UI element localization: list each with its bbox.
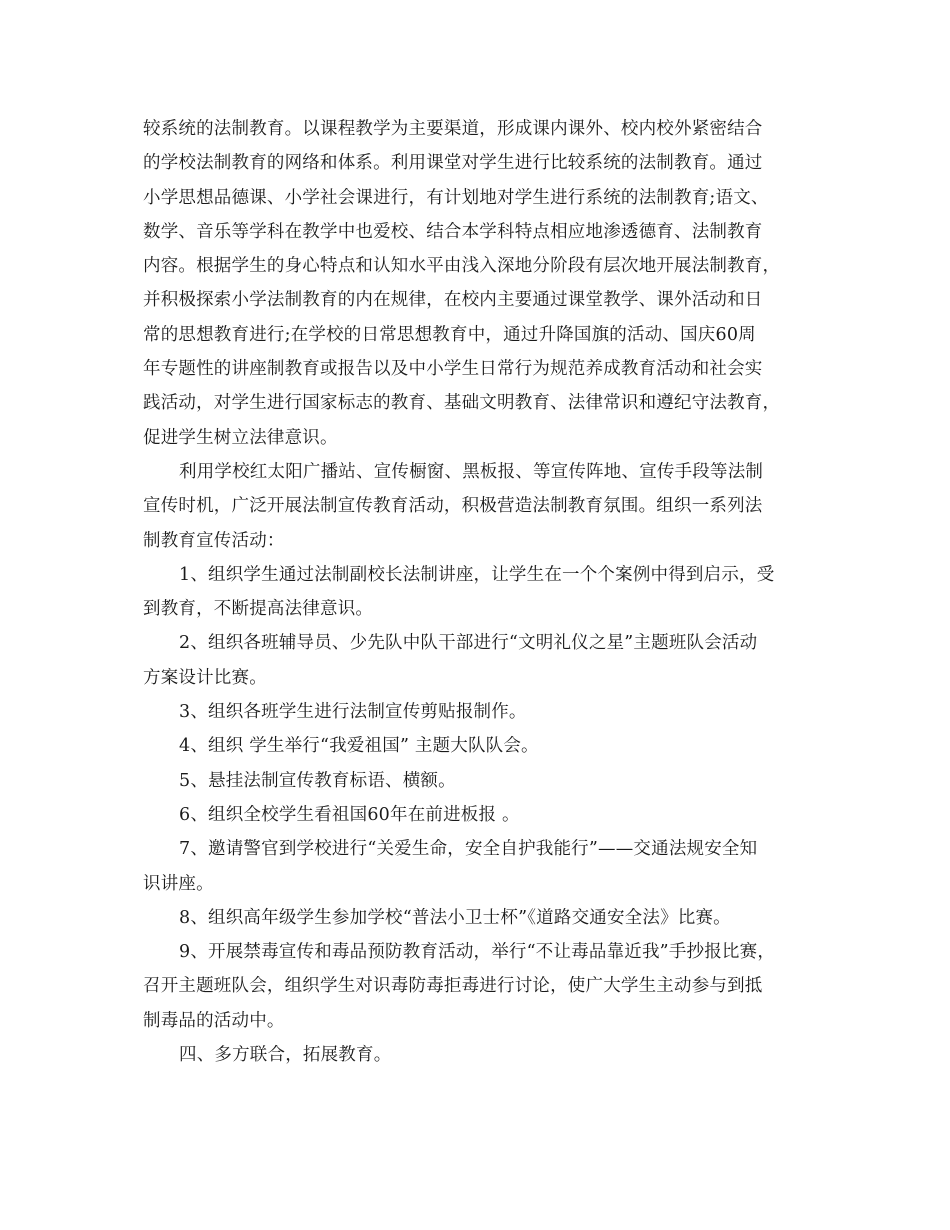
text-line: 内容。根据学生的身心特点和认知水平由浅入深地分阶段有层次地开展法制教育， bbox=[143, 256, 781, 277]
text-line: 四、多方联合，拓展教育。 bbox=[179, 1045, 392, 1066]
text-line: 小学思想品德课、小学社会课进行，有计划地对学生进行系统的法制教育;语文、 bbox=[143, 187, 769, 208]
text-line: 6、组织全校学生看祖国60年在前进板报 。 bbox=[179, 804, 520, 825]
text-line: 3、组织各班学生进行法制宣传剪贴报制作。 bbox=[179, 702, 527, 723]
text-line: 9、开展禁毒宣传和毒品预防教育活动，举行“不让毒品靠近我”手抄报比赛， bbox=[179, 942, 776, 963]
text-line: 到教育，不断提高法律意识。 bbox=[143, 599, 374, 620]
text-line: 7、邀请警官到学校进行“关爱生命，安全自护我能行”——交通法规安全知 bbox=[179, 839, 758, 860]
text-line: 数学、音乐等学科在教学中也爱校、结合本学科特点相应地渗透德育、法制教育 bbox=[143, 221, 763, 242]
text-line: 4、组织 学生举行“我爱祖国” 主题大队队会。 bbox=[179, 736, 539, 757]
text-line: 利用学校红太阳广播站、宣传橱窗、黑板报、等宣传阵地、宣传手段等法制 bbox=[179, 461, 764, 482]
text-line: 8、组织高年级学生参加学校“普法小卫士杯”《道路交通安全法》比赛。 bbox=[179, 907, 731, 928]
text-line: 较系统的法制教育。以课程教学为主要渠道，形成课内课外、校内校外紧密结合 bbox=[143, 119, 763, 139]
text-line: 并积极探索小学法制教育的内在规律，在校内主要通过课堂教学、课外活动和日 bbox=[143, 290, 763, 311]
text-line: 制毒品的活动中。 bbox=[143, 1010, 285, 1031]
text-line: 制教育宣传活动： bbox=[143, 530, 285, 551]
text-line: 识讲座。 bbox=[143, 873, 214, 894]
text-line: 5、悬挂法制宣传教育标语、横额。 bbox=[179, 770, 456, 791]
text-line: 年专题性的讲座制教育或报告以及中小学生日常行为规范养成教育活动和社会实 bbox=[143, 359, 763, 380]
text-line: 践活动，对学生进行国家标志的教育、基础文明教育、法律常识和遵纪守法教育， bbox=[143, 393, 781, 414]
text-line: 的学校法制教育的网络和体系。利用课堂对学生进行比较系统的法制教育。通过 bbox=[143, 153, 763, 174]
text-line: 1、组织学生通过法制副校长法制讲座，让学生在一个个案例中得到启示，受 bbox=[179, 564, 775, 585]
text-line: 2、组织各班辅导员、少先队中队干部进行“文明礼仪之星”主题班队会活动 bbox=[179, 633, 758, 654]
document-body bbox=[143, 112, 811, 1072]
text-line: 宣传时机，广泛开展法制宣传教育活动，积极营造法制教育氛围。组织一系列法 bbox=[143, 496, 763, 517]
text-line: 促进学生树立法律意识。 bbox=[143, 427, 338, 448]
text-line: 常的思想教育进行;在学校的日常思想教育中，通过升降国旗的活动、国庆60周 bbox=[143, 324, 756, 345]
text-line: 召开主题班队会，组织学生对识毒防毒拒毒进行讨论，使广大学生主动参与到抵 bbox=[143, 976, 763, 997]
text-line: 方案设计比赛。 bbox=[143, 667, 267, 688]
